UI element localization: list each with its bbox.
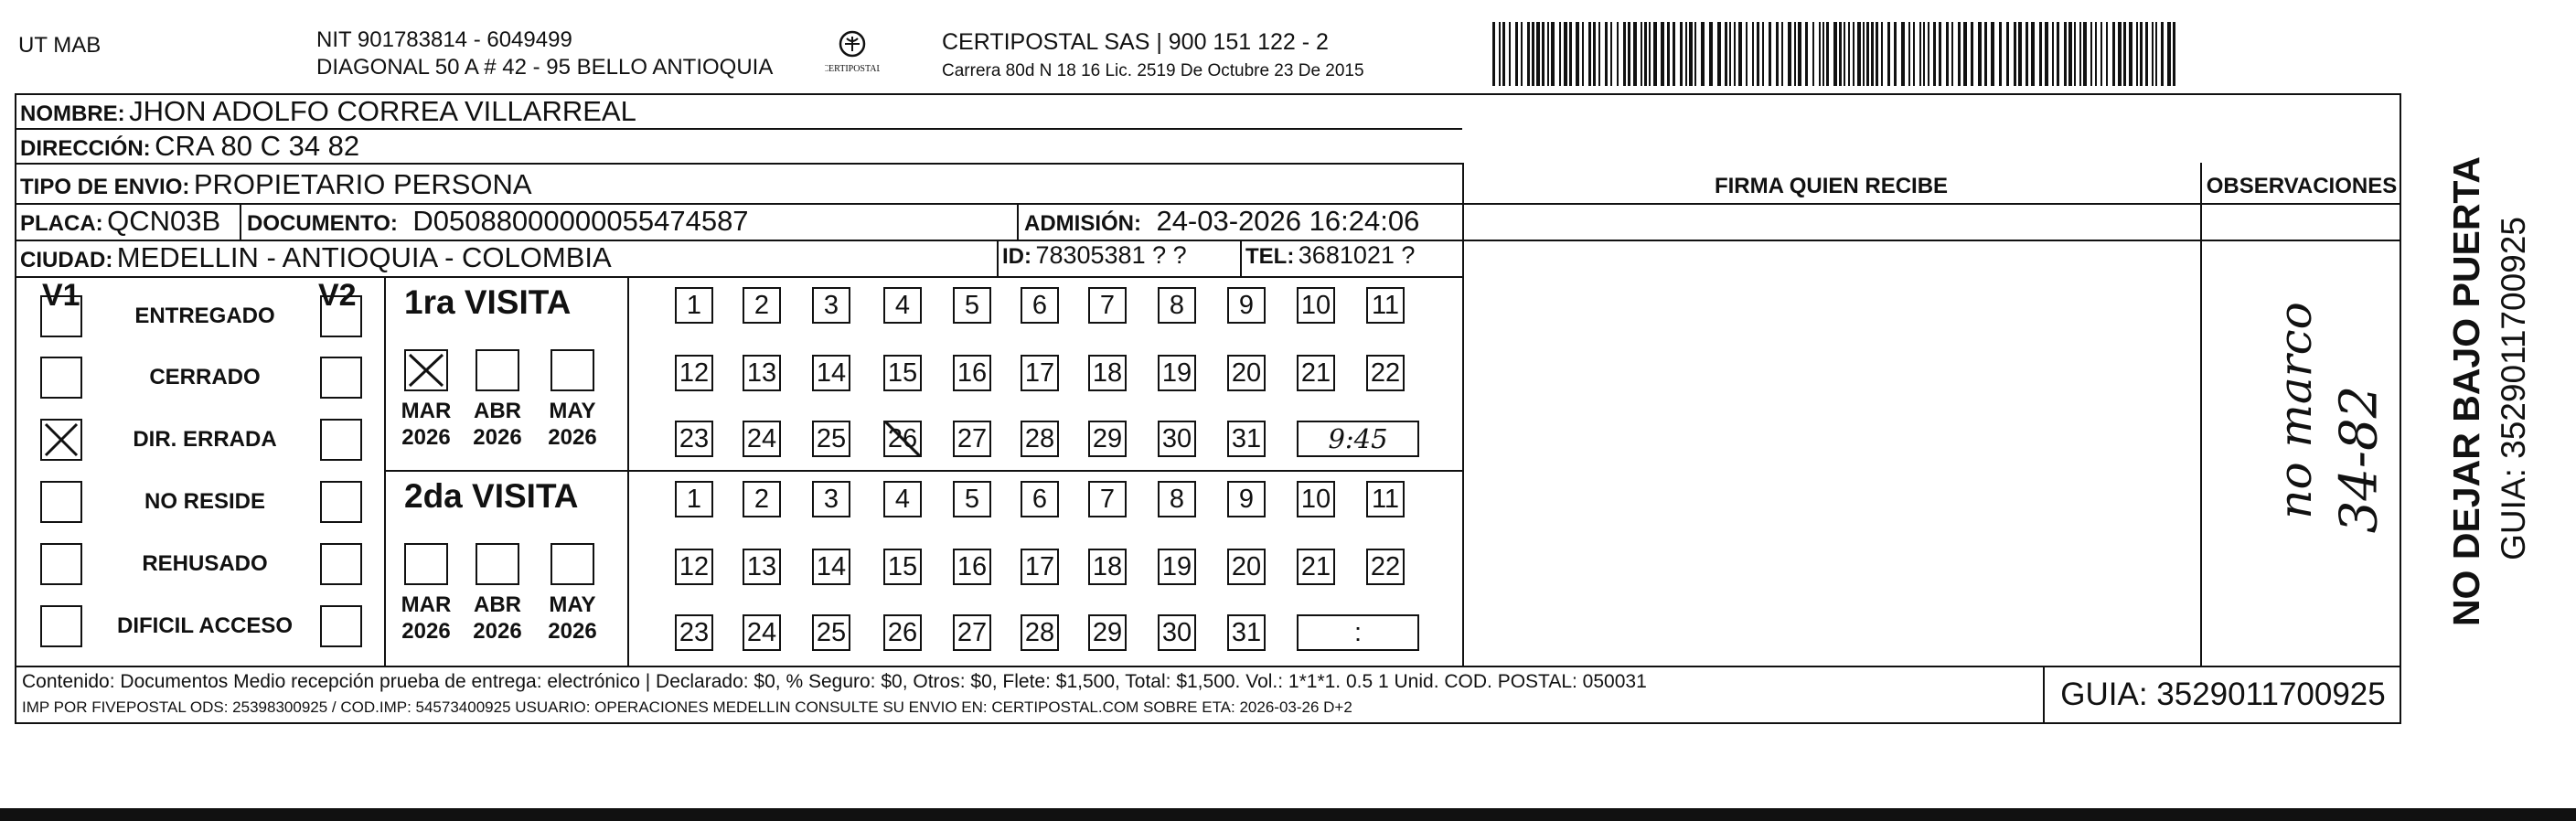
day-box[interactable]: 10 xyxy=(1297,287,1335,324)
month-checkbox[interactable] xyxy=(476,349,519,391)
day-box[interactable]: 30 xyxy=(1158,614,1196,651)
day-box[interactable]: 9 xyxy=(1227,481,1266,517)
v2-checkbox[interactable] xyxy=(320,605,362,647)
day-box[interactable]: 29 xyxy=(1088,614,1127,651)
address-field xyxy=(20,130,359,163)
day-box[interactable]: 17 xyxy=(1021,355,1059,391)
sender-address: DIAGONAL 50 A # 42 - 95 BELLO ANTIOQUIA xyxy=(316,55,774,80)
city-field xyxy=(20,241,612,274)
year-label: 2026 xyxy=(548,619,597,644)
carrier-name: CERTIPOSTAL SAS | 900 151 122 - 2 xyxy=(942,29,1329,55)
v1-checkbox[interactable] xyxy=(40,419,82,461)
day-box[interactable]: 20 xyxy=(1227,355,1266,391)
month-label: MAR xyxy=(401,399,452,423)
day-box[interactable]: 7 xyxy=(1088,287,1127,324)
day-box[interactable]: 25 xyxy=(812,614,850,651)
day-box[interactable]: 19 xyxy=(1158,549,1196,585)
day-box[interactable]: 3 xyxy=(812,481,850,517)
admission-field xyxy=(1024,205,1419,238)
address-label: DIRECCIÓN: xyxy=(20,136,151,161)
day-box[interactable]: 6 xyxy=(1021,481,1059,517)
day-box[interactable]: 4 xyxy=(883,287,922,324)
day-box[interactable]: 5 xyxy=(953,481,991,517)
status-label: DIFICIL ACCESO xyxy=(116,613,293,638)
v1-checkbox[interactable] xyxy=(40,543,82,585)
shipment-type-label: TIPO DE ENVIO: xyxy=(20,175,190,199)
year-label: 2026 xyxy=(473,619,522,644)
day-box[interactable]: 8 xyxy=(1158,287,1196,324)
day-box[interactable]: 28 xyxy=(1021,421,1059,457)
tel-label: TEL: xyxy=(1245,244,1295,269)
footer-content-line: Contenido: Documentos Medio recepción prueba de entrega: electrónico | Declarado: $0, % Seguro: $0, Otros: $0, Flete: $1,500, Total: $1,500. Vol.: 1*1*1. 0.5 1 Unid. COD. POSTAL: 050031 xyxy=(22,671,1647,692)
side-warning: NO DEJAR BAJO PUERTA xyxy=(2445,155,2487,627)
city-label: CIUDAD: xyxy=(20,248,113,272)
day-box[interactable]: 6 xyxy=(1021,287,1059,324)
v1-label: V1 xyxy=(42,278,80,313)
v1-checkbox[interactable] xyxy=(40,605,82,647)
v2-checkbox[interactable] xyxy=(320,295,362,337)
day-box[interactable]: 14 xyxy=(812,549,850,585)
name-value: JHON ADOLFO CORREA VILLARREAL xyxy=(129,95,636,127)
day-box[interactable]: 22 xyxy=(1366,355,1405,391)
day-box[interactable]: 20 xyxy=(1227,549,1266,585)
time-box[interactable]: 9:45 xyxy=(1297,421,1419,457)
day-box[interactable]: 24 xyxy=(743,421,781,457)
month-label: ABR xyxy=(474,399,521,423)
name-label: NOMBRE: xyxy=(20,101,125,126)
v1-checkbox[interactable] xyxy=(40,481,82,523)
day-box[interactable]: 3 xyxy=(812,287,850,324)
day-box[interactable]: 10 xyxy=(1297,481,1335,517)
plate-field xyxy=(20,205,220,238)
shipment-type-value: PROPIETARIO PERSONA xyxy=(193,168,532,200)
day-box[interactable]: 14 xyxy=(812,355,850,391)
company-name: UT MAB xyxy=(18,33,102,58)
day-box[interactable]: 24 xyxy=(743,614,781,651)
carrier-license: Carrera 80d N 18 16 Lic. 2519 De Octubre 23 De 2015 xyxy=(942,61,1364,80)
month-checkbox[interactable] xyxy=(550,543,594,585)
month-checkbox[interactable] xyxy=(550,349,594,391)
status-label: DIR. ERRADA xyxy=(133,427,277,452)
signature-header: FIRMA QUIEN RECIBE xyxy=(1714,174,1949,198)
day-box[interactable]: 1 xyxy=(675,287,713,324)
status-label: CERRADO xyxy=(149,365,261,389)
observation-handwritten-2: 34-82 xyxy=(2329,385,2389,534)
day-box[interactable]: 13 xyxy=(743,549,781,585)
certipostal-logo xyxy=(825,27,880,82)
month-checkbox[interactable] xyxy=(476,543,519,585)
year-label: 2026 xyxy=(401,619,451,644)
visit-title: 1ra VISITA xyxy=(404,283,572,321)
document-value: D05088000000055474587 xyxy=(412,205,749,237)
day-box[interactable]: 16 xyxy=(953,355,991,391)
barcode xyxy=(1492,22,2178,86)
day-box[interactable]: 8 xyxy=(1158,481,1196,517)
day-box[interactable]: 12 xyxy=(675,549,713,585)
id-label: ID: xyxy=(1002,244,1031,269)
plate-label: PLACA: xyxy=(20,211,103,236)
year-label: 2026 xyxy=(473,425,522,450)
logo-text: CERTIPOSTAL xyxy=(825,64,880,74)
day-box[interactable]: 7 xyxy=(1088,481,1127,517)
month-label: MAR xyxy=(401,592,452,617)
day-box[interactable]: 27 xyxy=(953,421,991,457)
side-guide: GUIA: 3529011700925 xyxy=(2495,217,2532,560)
document-label: DOCUMENTO: xyxy=(247,211,398,236)
name-field xyxy=(20,95,636,128)
tel-value: 3681021 ? xyxy=(1298,241,1416,269)
v2-checkbox[interactable] xyxy=(320,357,362,399)
v2-checkbox[interactable] xyxy=(320,481,362,523)
day-box[interactable]: 1 xyxy=(675,481,713,517)
day-box[interactable]: 29 xyxy=(1088,421,1127,457)
day-box[interactable]: 19 xyxy=(1158,355,1196,391)
day-box[interactable]: 9 xyxy=(1227,287,1266,324)
status-label: REHUSADO xyxy=(142,551,268,576)
day-box[interactable]: 18 xyxy=(1088,355,1127,391)
day-box[interactable]: 30 xyxy=(1158,421,1196,457)
day-box[interactable]: 26 xyxy=(883,421,922,457)
sender-nit: NIT 901783814 - 6049499 xyxy=(316,27,572,52)
address-value: CRA 80 C 34 82 xyxy=(155,130,360,162)
visit-title: 2da VISITA xyxy=(404,477,579,515)
month-label: MAY xyxy=(549,399,596,423)
v2-checkbox[interactable] xyxy=(320,543,362,585)
footer-print-line: IMP POR FIVEPOSTAL ODS: 25398300925 / COD.IMP: 54573400925 USUARIO: OPERACIONES MEDELLIN CONSULTE SU ENVIO EN: CERTIPOSTAL.COM SOBRE ETA: 2026-03-26 D+2 xyxy=(22,698,1352,716)
v1-checkbox[interactable] xyxy=(40,357,82,399)
day-box[interactable]: 18 xyxy=(1088,549,1127,585)
day-box[interactable]: 21 xyxy=(1297,549,1335,585)
status-label: ENTREGADO xyxy=(134,304,275,328)
admission-value: 24-03-2026 16:24:06 xyxy=(1156,205,1420,237)
month-checkbox[interactable] xyxy=(404,543,448,585)
time-box[interactable]: : xyxy=(1297,614,1419,651)
document-field xyxy=(247,205,749,238)
year-label: 2026 xyxy=(548,425,597,450)
day-box[interactable]: 26 xyxy=(883,614,922,651)
day-box[interactable]: 2 xyxy=(743,481,781,517)
day-box[interactable]: 22 xyxy=(1366,549,1405,585)
day-box[interactable]: 31 xyxy=(1227,421,1266,457)
city-value: MEDELLIN - ANTIOQUIA - COLOMBIA xyxy=(116,241,612,273)
plate-value: QCN03B xyxy=(107,205,221,237)
day-box[interactable]: 23 xyxy=(675,614,713,651)
day-box[interactable]: 11 xyxy=(1366,287,1405,324)
day-box[interactable]: 5 xyxy=(953,287,991,324)
year-label: 2026 xyxy=(401,425,451,450)
page-bottom-edge xyxy=(0,808,2576,821)
admission-label: ADMISIÓN: xyxy=(1024,211,1141,236)
day-box[interactable]: 13 xyxy=(743,355,781,391)
v2-label: V2 xyxy=(318,278,357,313)
tel-field xyxy=(1245,241,1415,270)
footer-guide: GUIA: 3529011700925 xyxy=(2060,677,2386,712)
month-checkbox[interactable] xyxy=(404,349,448,391)
day-box[interactable]: 11 xyxy=(1366,481,1405,517)
day-box[interactable]: 27 xyxy=(953,614,991,651)
observations-header: OBSERVACIONES xyxy=(2206,174,2398,198)
day-box[interactable]: 4 xyxy=(883,481,922,517)
day-box[interactable]: 12 xyxy=(675,355,713,391)
day-box[interactable]: 31 xyxy=(1227,614,1266,651)
shipment-type-field xyxy=(20,168,532,201)
day-box[interactable]: 17 xyxy=(1021,549,1059,585)
id-field xyxy=(1002,241,1187,270)
observation-handwritten-1: no marco xyxy=(2269,302,2322,519)
day-box[interactable]: 2 xyxy=(743,287,781,324)
month-label: ABR xyxy=(474,592,521,617)
day-box[interactable]: 21 xyxy=(1297,355,1335,391)
v2-checkbox[interactable] xyxy=(320,419,362,461)
day-box[interactable]: 28 xyxy=(1021,614,1059,651)
day-box[interactable]: 15 xyxy=(883,549,922,585)
day-box[interactable]: 25 xyxy=(812,421,850,457)
day-box[interactable]: 23 xyxy=(675,421,713,457)
id-value: 78305381 ? ? xyxy=(1035,241,1187,269)
month-label: MAY xyxy=(549,592,596,617)
v1-checkbox[interactable] xyxy=(40,295,82,337)
day-box[interactable]: 16 xyxy=(953,549,991,585)
signature-area[interactable] xyxy=(1464,205,2198,664)
day-box[interactable]: 15 xyxy=(883,355,922,391)
status-label: NO RESIDE xyxy=(144,489,266,514)
